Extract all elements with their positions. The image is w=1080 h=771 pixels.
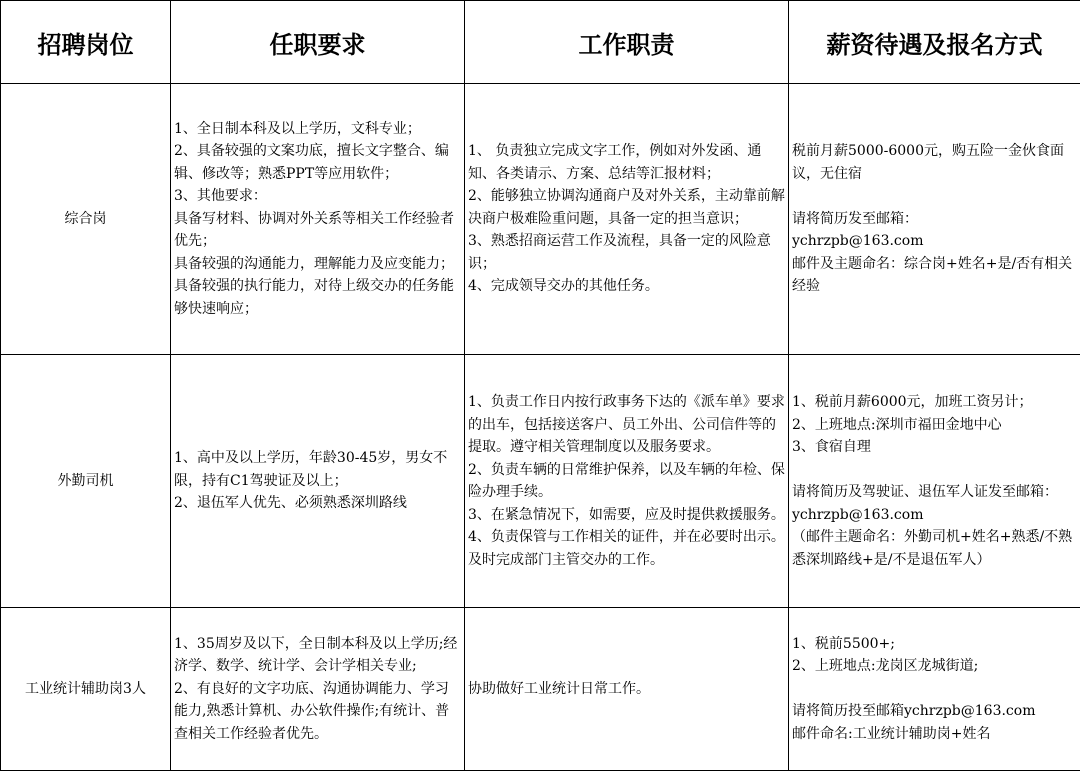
- salary-cell: [789, 355, 1080, 608]
- cell-line: 3、其他要求：: [174, 185, 461, 208]
- header-duties: 工作职责: [465, 1, 789, 84]
- requirements-cell: [171, 355, 465, 608]
- cell-line: 2、负责车辆的日常维护保养，以及车辆的年检、保险办理手续。: [468, 459, 785, 504]
- table-row: [1, 355, 1080, 608]
- cell-line: 2、有良好的文字功底、沟通协调能力、学习能力,熟悉计算机、办公软件操作;有统计、普查相关工作经验者优先。: [174, 678, 461, 746]
- cell-line: 请将简历投至邮箱ychrzpb@163.com: [792, 700, 1077, 723]
- cell-line: 协助做好工业统计日常工作。: [468, 678, 785, 701]
- header-position: 招聘岗位: [1, 1, 171, 84]
- cell-line: 具备写材料、协调对外关系等相关工作经验者优先；: [174, 208, 461, 253]
- cell-line: 邮件命名:工业统计辅助岗+姓名: [792, 723, 1077, 746]
- requirements-cell: [171, 84, 465, 355]
- cell-line: [792, 185, 1077, 208]
- cell-line: 税前月薪5000-6000元，购五险一金伙食面议，无住宿: [792, 140, 1077, 185]
- duties-cell: [465, 84, 789, 355]
- cell-line: 具备较强的沟通能力，理解能力及应变能力；: [174, 253, 461, 276]
- cell-line: ychrzpb@163.com: [792, 230, 1077, 253]
- table-row: [1, 608, 1080, 771]
- position-cell: 工业统计辅助岗3人: [1, 608, 171, 771]
- cell-line: 2、退伍军人优先、必须熟悉深圳路线: [174, 492, 461, 515]
- cell-line: 3、食宿自理: [792, 436, 1077, 459]
- duties-cell: [465, 608, 789, 771]
- cell-line: 2、上班地点:深圳市福田金地中心: [792, 414, 1077, 437]
- cell-line: 1、负责工作日内按行政事务下达的《派车单》要求的出车，包括接送客户、员工外出、公司信件等的提取。遵守相关管理制度以及服务要求。: [468, 391, 785, 459]
- cell-line: 1、税前月薪6000元，加班工资另计；: [792, 391, 1077, 414]
- cell-line: 3、熟悉招商运营工作及流程，具备一定的风险意识；: [468, 230, 785, 275]
- position-cell: 综合岗: [1, 84, 171, 355]
- cell-line: （邮件主题命名：外勤司机+姓名+熟悉/不熟悉深圳路线+是/不是退伍军人）: [792, 526, 1077, 571]
- cell-line: 2、能够独立协调沟通商户及对外关系，主动靠前解决商户极难险重问题，具备一定的担当意识；: [468, 185, 785, 230]
- requirements-cell: [171, 608, 465, 771]
- cell-line: 1、35周岁及以下，全日制本科及以上学历;经济学、数学、统计学、会计学相关专业;: [174, 633, 461, 678]
- cell-line: [792, 459, 1077, 482]
- header-salary: 薪资待遇及报名方式: [789, 1, 1080, 84]
- salary-cell: [789, 608, 1080, 771]
- cell-line: 2、具备较强的文案功底，擅长文字整合、编辑、修改等；熟悉PPT等应用软件；: [174, 140, 461, 185]
- cell-line: 1、高中及以上学历，年龄30-45岁，男女不限，持有C1驾驶证及以上；: [174, 447, 461, 492]
- cell-line: 邮件及主题命名：综合岗+姓名+是/否有相关经验: [792, 253, 1077, 298]
- cell-line: 请将简历发至邮箱：: [792, 208, 1077, 231]
- cell-line: 4、负责保管与工作相关的证件，并在必要时出示。及时完成部门主管交办的工作。: [468, 526, 785, 571]
- header-requirements: 任职要求: [171, 1, 465, 84]
- cell-line: 1、 负责独立完成文字工作，例如对外发函、通知、各类请示、方案、总结等汇报材料；: [468, 140, 785, 185]
- cell-line: 1、全日制本科及以上学历，文科专业；: [174, 118, 461, 141]
- header-row: [1, 1, 1080, 84]
- duties-cell: [465, 355, 789, 608]
- cell-line: 3、在紧急情况下，如需要，应及时提供救援服务。: [468, 504, 785, 527]
- cell-line: 4、完成领导交办的其他任务。: [468, 275, 785, 298]
- cell-line: 请将简历及驾驶证、退伍军人证发至邮箱：ychrzpb@163.com: [792, 481, 1077, 526]
- cell-line: 2、上班地点:龙岗区龙城街道;: [792, 655, 1077, 678]
- cell-line: 1、税前5500+;: [792, 633, 1077, 656]
- cell-line: [792, 678, 1077, 701]
- salary-cell: [789, 84, 1080, 355]
- table-row: [1, 84, 1080, 355]
- cell-line: 具备较强的执行能力，对待上级交办的任务能够快速响应；: [174, 275, 461, 320]
- position-cell: 外勤司机: [1, 355, 171, 608]
